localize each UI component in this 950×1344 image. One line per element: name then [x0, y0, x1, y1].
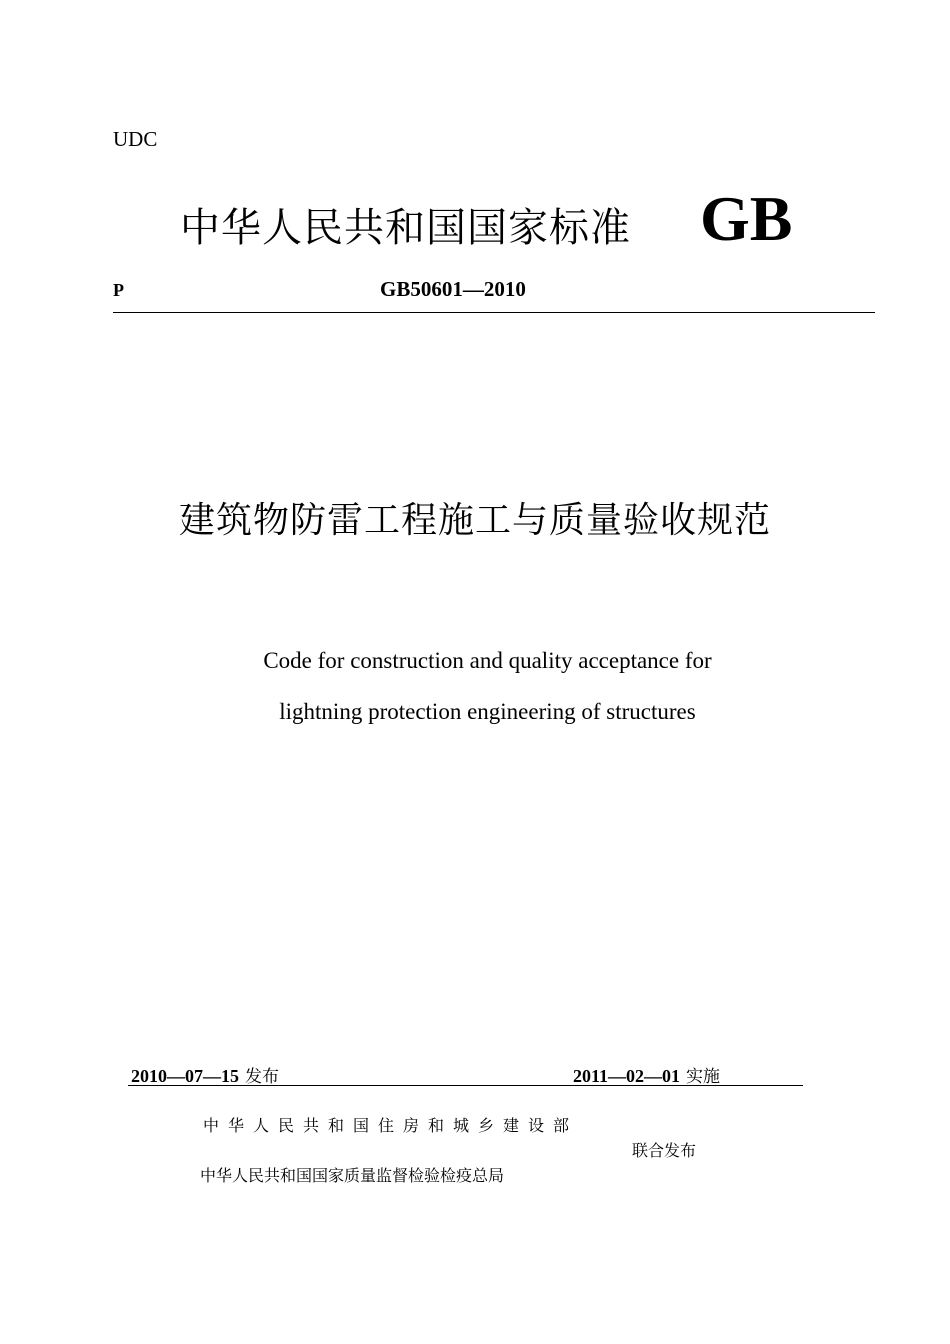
implementation-date-block: [573, 1062, 720, 1087]
gb-mark: GB: [700, 183, 793, 254]
issue-label: 发布: [245, 1067, 279, 1087]
publisher-2: 中华人民共和国国家质量监督检验检疫总局: [200, 1166, 505, 1185]
title-english-line-1: Code for construction and quality acceptance for: [263, 648, 712, 673]
implementation-date: 2011—02—01: [573, 1066, 681, 1086]
standard-number: GB50601—2010: [380, 277, 526, 301]
issue-date-block: [131, 1062, 279, 1087]
issue-date: 2010—07—15: [131, 1066, 239, 1086]
joint-publish-label: 联合发布: [632, 1141, 697, 1160]
title-chinese: 建筑物防雷工程施工与质量验收规范: [178, 500, 771, 541]
dates-divider: [128, 1085, 803, 1086]
implementation-label: 实施: [686, 1067, 721, 1087]
publisher-1: 中华人民共和国住房和城乡建设部: [203, 1116, 579, 1135]
standard-name: 中华人民共和国国家标准: [180, 205, 631, 251]
classification-code: P: [113, 280, 124, 300]
title-english-line-2: lightning protection engineering of structures: [279, 699, 696, 724]
header-divider: [113, 312, 875, 313]
udc-label: UDC: [113, 127, 158, 151]
